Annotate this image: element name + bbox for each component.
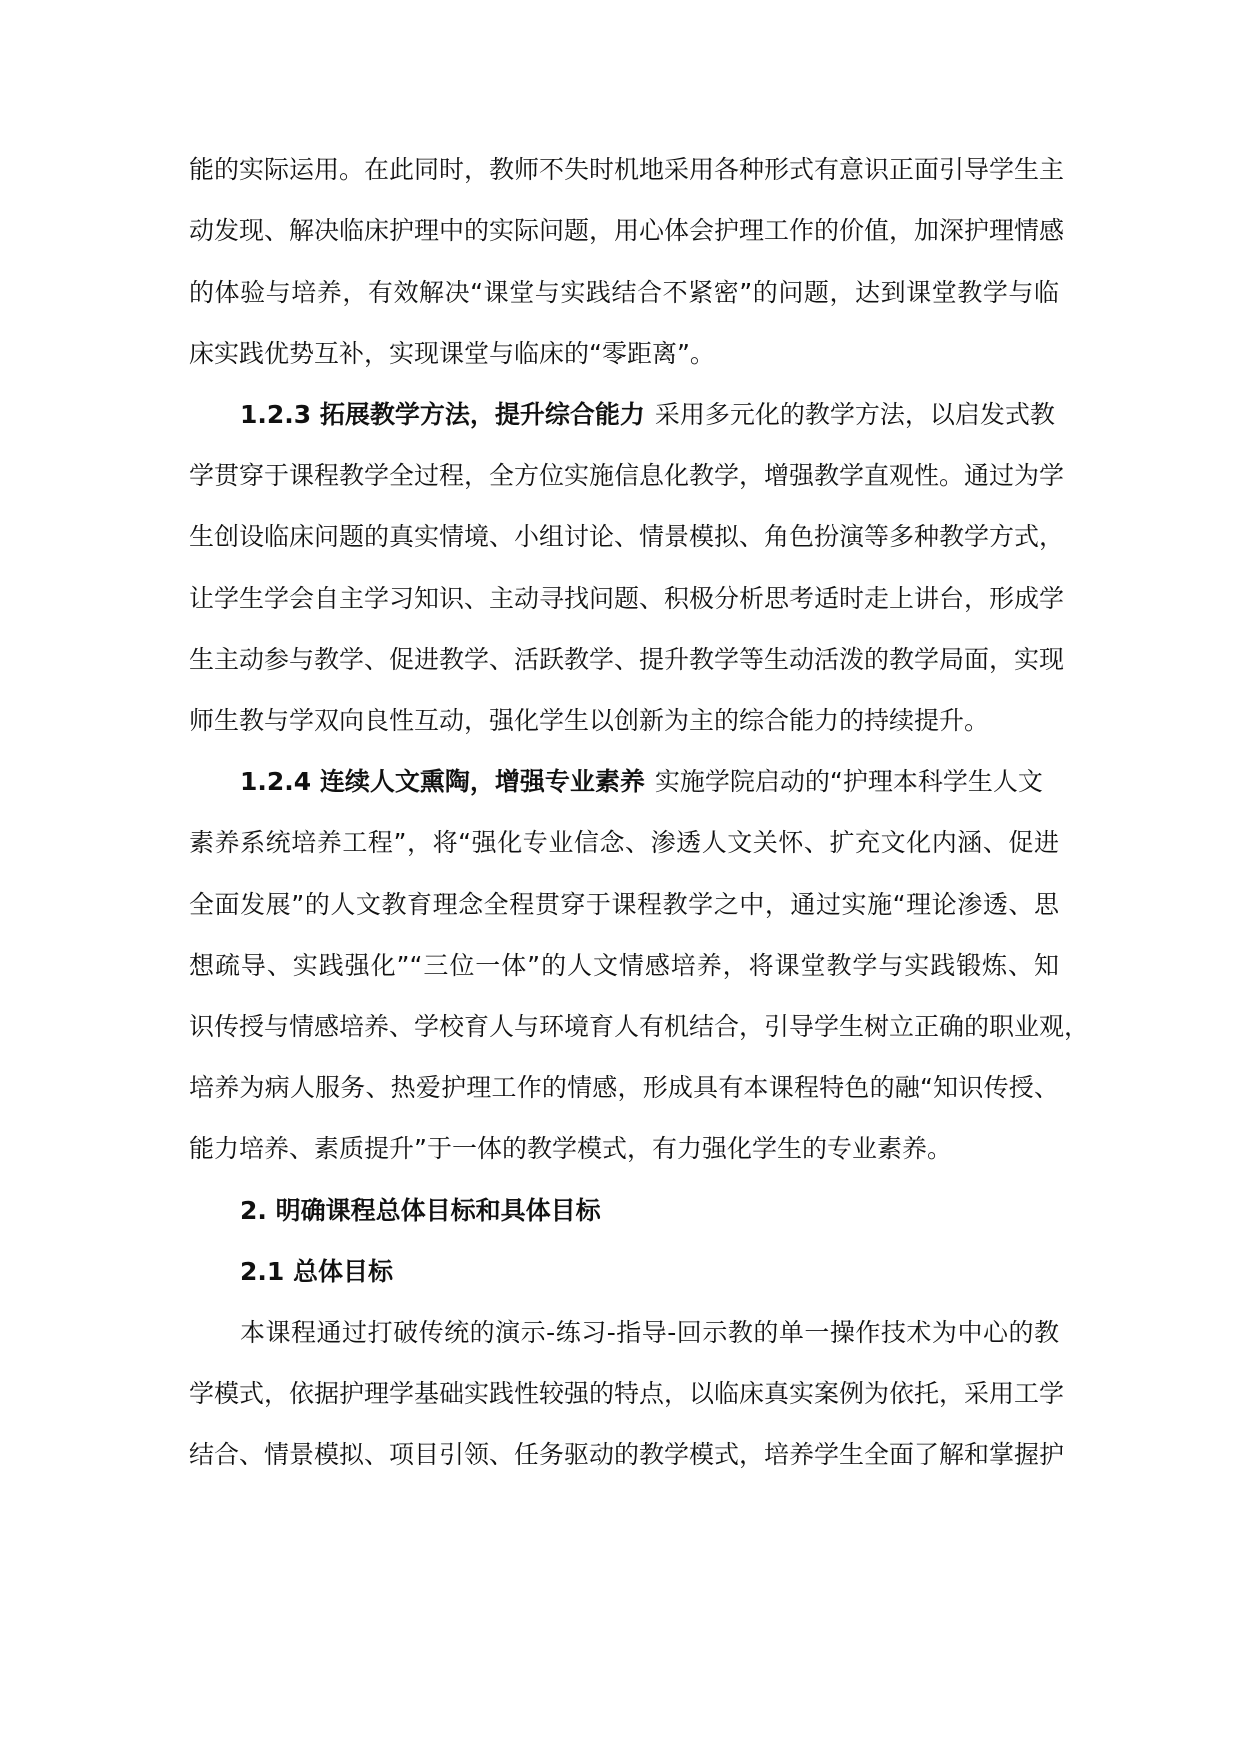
body-line: 生主动参与教学、促进教学、活跃教学、提升教学等生动活泼的教学局面，实现 [189, 645, 1065, 674]
body-line: 学模式，依据护理学基础实践性较强的特点，以临床真实案例为依托，采用工学 [189, 1379, 1065, 1408]
section-1-2-4-first-line [240, 765, 1059, 799]
body-text: 采用多元化的教学方法，以启发式教 [654, 400, 1055, 429]
body-line: 让学生学会自主学习知识、主动寻找问题、积极分析思考适时走上讲台，形成学 [189, 584, 1065, 613]
section-heading-2-1: 2.1 总体目标 [240, 1257, 393, 1286]
body-line: 床实践优势互补，实现课堂与临床的“零距离”。 [189, 339, 715, 368]
body-line: 学贯穿于课程教学全过程，全方位实施信息化教学，增强教学直观性。通过为学 [189, 461, 1065, 490]
section-1-2-3-first-line [240, 398, 1059, 432]
body-line: 培养为病人服务、热爱护理工作的情感，形成具有本课程特色的融“知识传授、 [189, 1073, 1059, 1102]
body-text: 实施学院启动的“护理本科学生人文 [654, 767, 1043, 796]
body-line: 本课程通过打破传统的演示-练习-指导-回示教的单一操作技术为中心的教 [240, 1318, 1059, 1347]
section-heading-1-2-4: 1.2.4 连续人文熏陶，增强专业素养 [240, 767, 645, 796]
body-line: 全面发展”的人文教育理念全程贯穿于课程教学之中，通过实施“理论渗透、思 [189, 890, 1059, 919]
body-line: 能力培养、素质提升”于一体的教学模式，有力强化学生的专业素养。 [189, 1134, 952, 1163]
body-line: 能的实际运用。在此同时，教师不失时机地采用各种形式有意识正面引导学生主 [189, 155, 1065, 184]
body-line: 的体验与培养，有效解决“课堂与实践结合不紧密”的问题，达到课堂教学与临 [189, 278, 1059, 307]
section-heading-1-2-3: 1.2.3 拓展教学方法，提升综合能力 [240, 400, 645, 429]
body-line: 素养系统培养工程”，将“强化专业信念、渗透人文关怀、扩充文化内涵、促进 [189, 828, 1059, 857]
body-line: 动发现、解决临床护理中的实际问题，用心体会护理工作的价值，加深护理情感 [189, 216, 1065, 245]
section-heading-2: 2. 明确课程总体目标和具体目标 [240, 1196, 601, 1225]
body-line: 师生教与学双向良性互动，强化学生以创新为主的综合能力的持续提升。 [189, 706, 990, 735]
body-line: 结合、情景模拟、项目引领、任务驱动的教学模式，培养学生全面了解和掌握护 [189, 1440, 1065, 1469]
body-line: 生创设临床问题的真实情境、小组讨论、情景模拟、角色扮演等多种教学方式， [189, 522, 1065, 551]
body-line: 识传授与情感培养、学校育人与环境育人有机结合，引导学生树立正确的职业观， [189, 1012, 1090, 1041]
body-line: 想疏导、实践强化”“三位一体”的人文情感培养，将课堂教学与实践锻炼、知 [189, 951, 1059, 980]
